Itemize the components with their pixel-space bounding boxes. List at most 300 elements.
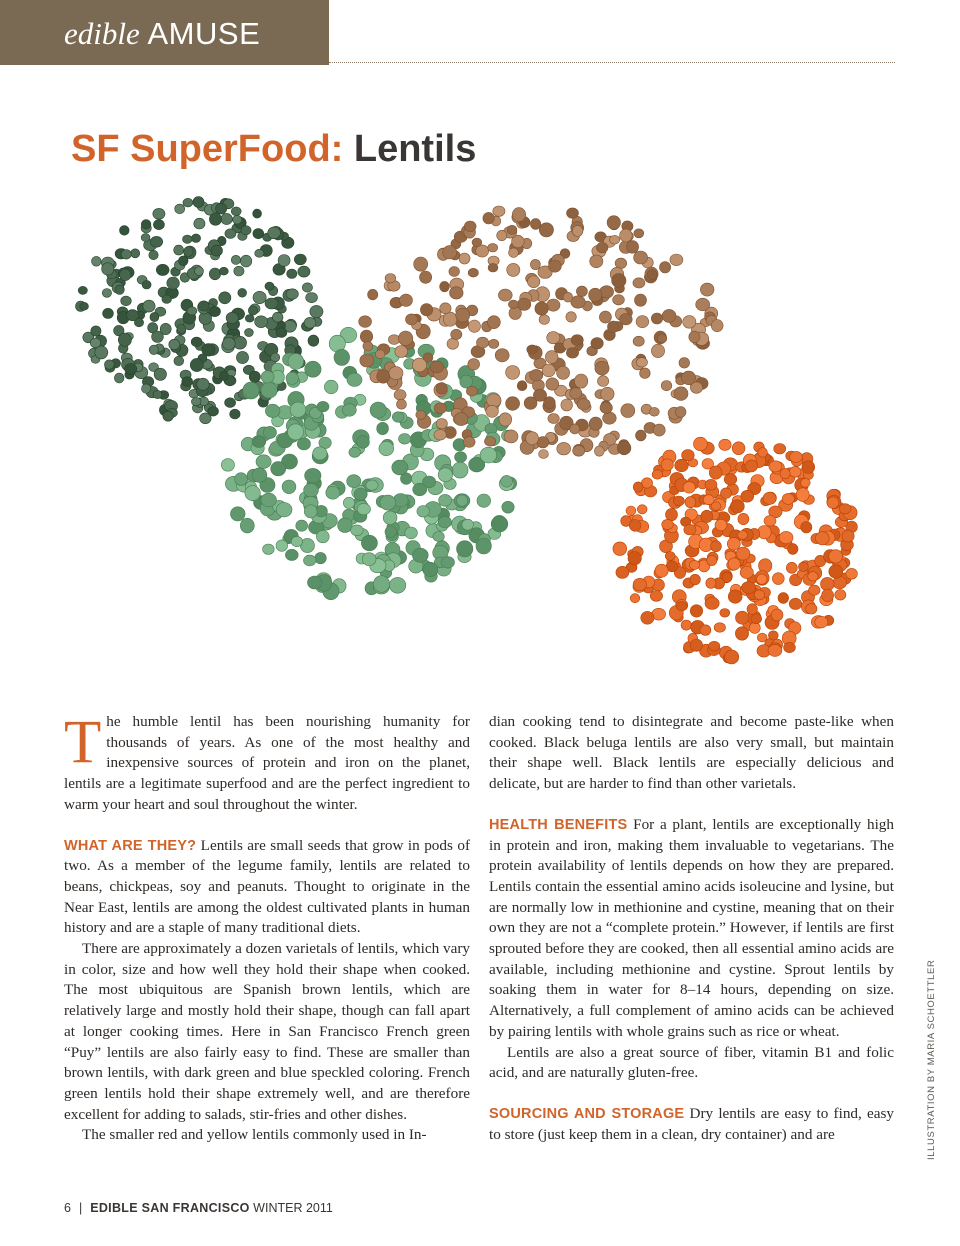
lentil <box>608 321 620 332</box>
lentil <box>297 438 310 450</box>
lentil <box>466 386 477 396</box>
lentil <box>413 483 427 496</box>
lentil <box>102 289 111 298</box>
lentil <box>535 302 548 315</box>
lentil <box>398 331 412 346</box>
lentil <box>616 566 629 578</box>
lentil <box>80 302 89 310</box>
lentil <box>298 266 310 277</box>
lentil <box>245 328 254 336</box>
health-paragraph <box>489 815 894 1043</box>
lentil <box>764 516 776 527</box>
lentil <box>769 461 782 472</box>
lentil <box>191 398 201 406</box>
lentil <box>512 208 525 222</box>
lentil <box>709 641 720 651</box>
lentil <box>468 268 478 277</box>
lentil <box>705 479 717 490</box>
lentil <box>406 314 418 325</box>
drop-cap: T <box>64 709 102 776</box>
lentil <box>245 315 254 323</box>
lentil <box>740 567 753 579</box>
lentil <box>304 317 316 328</box>
lentil <box>436 383 447 395</box>
lentil <box>736 611 749 624</box>
what-paragraph <box>64 836 470 940</box>
lentil <box>539 450 549 459</box>
lentil <box>633 278 645 288</box>
lentil <box>589 288 602 302</box>
lentil <box>715 519 727 530</box>
lentil <box>802 461 815 474</box>
lentil <box>417 506 430 518</box>
lentil <box>705 597 719 609</box>
lentil <box>276 503 292 517</box>
lentil <box>636 358 647 367</box>
lentil <box>694 437 708 451</box>
lentil <box>557 442 571 455</box>
lentil <box>598 376 609 387</box>
lentil <box>430 361 444 373</box>
lentil <box>635 294 647 306</box>
lentil <box>195 267 204 276</box>
lentil <box>216 203 227 214</box>
intro-text: he humble lentil has been nourishing humanity for thousands of years. As one of the most healthy and inexpensive sources of protein and iron on the planet, lentils are a legitimate superfood and are the perfect ingredient to warm your heart and soul throughout the winter. <box>64 713 470 813</box>
lentil <box>209 213 221 225</box>
lentil <box>462 519 473 530</box>
lentil <box>524 397 537 410</box>
lentil <box>571 335 583 346</box>
lentil <box>709 466 722 479</box>
lentil <box>440 281 450 291</box>
lentil <box>95 346 108 359</box>
page-footer <box>64 1201 333 1215</box>
lentil <box>489 339 499 348</box>
lentil <box>463 437 475 448</box>
lentil <box>456 308 470 322</box>
lentil <box>574 374 587 388</box>
lentil <box>730 500 744 513</box>
lentil <box>183 198 193 207</box>
lentil <box>150 312 159 321</box>
lentil <box>504 430 518 443</box>
lentil <box>236 351 248 363</box>
lentil <box>313 447 327 460</box>
lentil <box>276 328 287 338</box>
lentil <box>477 494 491 507</box>
lentil <box>433 532 444 542</box>
lentil <box>121 296 132 306</box>
lentil <box>438 468 452 482</box>
lentil <box>675 459 689 472</box>
lentil <box>786 562 797 573</box>
lentil <box>347 475 361 488</box>
lentil <box>362 553 376 566</box>
lentil <box>661 459 673 471</box>
lentil <box>120 269 131 281</box>
lentil <box>690 639 702 651</box>
lentil <box>596 242 608 252</box>
lentil <box>255 316 268 328</box>
lentil <box>373 576 389 593</box>
lentil <box>278 255 290 267</box>
lentil <box>613 542 627 556</box>
lentil <box>621 404 635 418</box>
lentil <box>220 371 229 381</box>
lentil <box>451 329 462 339</box>
lentil <box>443 246 457 259</box>
lentil <box>595 361 609 375</box>
lentil <box>377 370 390 383</box>
lentil <box>675 407 686 418</box>
lentil <box>727 538 740 550</box>
lentil <box>506 397 520 411</box>
lentil <box>152 331 164 342</box>
lentil <box>660 262 671 273</box>
lentil <box>507 225 517 234</box>
lentil <box>423 562 438 576</box>
lentil <box>356 436 369 449</box>
lentil <box>542 364 555 377</box>
lentil <box>665 552 675 561</box>
lentil <box>399 434 411 445</box>
lentil <box>815 616 828 628</box>
lentil <box>219 267 228 275</box>
lentil <box>377 422 389 434</box>
lentil <box>839 504 851 514</box>
lentil <box>156 264 169 275</box>
lentil <box>177 325 186 334</box>
lentil <box>517 298 530 310</box>
lentil <box>682 450 695 461</box>
lentil <box>657 334 667 343</box>
lentil <box>179 256 189 266</box>
lentil <box>288 353 304 369</box>
lentil <box>570 424 580 434</box>
lentil <box>499 413 512 426</box>
lentil <box>197 378 209 390</box>
pile-brown-lentils <box>359 206 723 459</box>
lentil <box>231 207 241 216</box>
lentil <box>517 381 527 391</box>
lentil <box>219 292 231 304</box>
lentil <box>316 530 329 542</box>
lentil <box>306 293 318 303</box>
lentil <box>682 371 696 385</box>
lentil <box>594 446 604 456</box>
lentil <box>457 495 468 506</box>
lentil <box>142 280 151 289</box>
lentil <box>749 622 760 633</box>
lentil <box>347 373 362 386</box>
lentil <box>354 488 367 500</box>
lentil <box>265 282 274 290</box>
lentil <box>238 288 247 297</box>
lentil <box>457 541 473 557</box>
lentil <box>464 221 476 232</box>
lentil <box>822 589 834 602</box>
lentil <box>389 367 403 380</box>
lentil <box>626 506 636 516</box>
lentil <box>286 289 298 299</box>
lentil <box>287 269 297 278</box>
lentil <box>282 480 296 494</box>
brand-section: AMUSE <box>147 16 261 51</box>
lentil <box>493 206 505 216</box>
lentil <box>169 339 180 350</box>
lentil <box>528 276 540 288</box>
lentil <box>308 335 319 346</box>
lentil <box>438 517 451 528</box>
lentil <box>359 316 372 328</box>
lentil <box>102 263 114 275</box>
lentil <box>153 208 165 219</box>
lentil <box>615 258 627 268</box>
lentil <box>225 229 236 239</box>
lentil <box>683 482 695 493</box>
lentil <box>600 402 612 413</box>
lentil <box>240 255 251 267</box>
lentil <box>662 519 674 529</box>
lentil <box>690 574 701 585</box>
lentil <box>226 312 238 323</box>
lentil <box>240 518 254 533</box>
lentil <box>561 399 573 411</box>
lentil <box>268 227 281 239</box>
lentil <box>265 298 278 309</box>
lentil <box>455 452 467 463</box>
lentil <box>784 642 796 652</box>
lentil <box>184 247 194 257</box>
lentil <box>495 349 509 362</box>
lentil <box>392 412 404 422</box>
header-dotted-rule <box>329 62 895 63</box>
varietals-paragraph: There are approximately a dozen varietals of lentils, which vary in color, size and how well they hold their shape when cooked. The most ubiquitous are Spanish brown lentils, which are relatively large and mostly hold their shape, though can fall apart at longer cooking times. Here in San Francisco French green “Puy” lentils are also fairly easy to find. These are smaller than brown lentils, with dark green and blue speckled coloring. French green lentils hold their shape extremely well, and are therefore excellent for adding to salads, stir-fries and other dishes. <box>64 940 470 1123</box>
lentil <box>198 301 209 311</box>
lentil <box>385 274 396 283</box>
lentil <box>509 248 519 258</box>
lentil <box>291 536 302 546</box>
lentil <box>143 300 155 312</box>
lentil <box>248 306 257 315</box>
lentil <box>349 447 361 457</box>
lentil <box>768 645 782 657</box>
health-heading: HEALTH BENEFITS <box>489 816 628 833</box>
brand-script: edible <box>64 16 140 51</box>
lentil <box>363 341 373 351</box>
lentil <box>591 338 603 350</box>
lentil <box>527 345 538 354</box>
lentil <box>412 358 426 372</box>
lentil <box>447 338 459 349</box>
lentil <box>683 316 696 329</box>
lentil <box>741 490 754 502</box>
lentil <box>636 316 649 328</box>
lentil <box>388 335 399 345</box>
page-number: 6 <box>64 1201 71 1215</box>
lentil <box>724 650 738 664</box>
lentils-illustration <box>60 195 900 675</box>
lentil <box>700 283 714 296</box>
lentil <box>360 330 372 343</box>
lentil <box>738 531 748 540</box>
lentil <box>261 371 274 383</box>
lentil <box>613 295 625 305</box>
lentil <box>400 294 413 306</box>
lentil <box>334 349 350 365</box>
lentil <box>342 404 356 417</box>
lentil <box>253 291 266 303</box>
lentil <box>610 235 620 244</box>
lentil <box>142 384 151 393</box>
lentil <box>780 469 790 479</box>
lentil <box>768 631 778 640</box>
lentil <box>547 299 560 311</box>
lentil <box>263 544 275 554</box>
lentil <box>570 388 582 399</box>
lentil <box>796 488 809 502</box>
lentil <box>628 552 641 565</box>
lentil <box>385 526 397 538</box>
lentil <box>789 598 802 609</box>
lentil <box>294 254 306 265</box>
lentil <box>305 468 321 482</box>
lentil <box>308 576 322 589</box>
lentil <box>640 368 651 379</box>
lentil <box>361 535 377 551</box>
lentil <box>720 609 730 618</box>
intro-paragraph <box>64 709 470 816</box>
lentil <box>572 226 583 237</box>
lentil <box>603 412 617 424</box>
lentil <box>798 562 808 571</box>
lentil <box>380 495 396 510</box>
lentil <box>612 274 626 288</box>
lentil <box>573 445 585 456</box>
lentil <box>651 344 664 357</box>
lentil <box>191 337 202 347</box>
lentil <box>742 582 756 594</box>
lentil <box>809 585 820 595</box>
lentil <box>589 417 602 430</box>
lentil <box>187 307 197 315</box>
lentil <box>724 474 737 485</box>
lentil <box>104 360 114 369</box>
lentil <box>801 478 811 487</box>
lentil <box>679 358 690 369</box>
lentil <box>315 552 327 563</box>
lentil <box>394 390 406 401</box>
lentil <box>174 245 184 255</box>
lentil <box>416 410 426 419</box>
lentil <box>590 255 603 268</box>
lentil <box>649 407 659 416</box>
lentil <box>167 277 180 289</box>
lentil <box>434 403 446 414</box>
lentil <box>827 497 839 508</box>
lentil <box>577 399 590 410</box>
lentil <box>508 300 518 309</box>
lentil <box>763 492 776 504</box>
lentil <box>782 493 794 504</box>
lentil <box>779 531 793 543</box>
lentil <box>392 460 408 475</box>
lentil <box>150 236 162 247</box>
lentil <box>530 259 540 269</box>
lentil <box>305 361 321 377</box>
lentil <box>728 590 742 603</box>
lentil <box>252 468 267 483</box>
lentil <box>563 292 573 302</box>
lentil <box>681 620 691 630</box>
lentil <box>115 285 124 295</box>
lentil <box>153 220 164 230</box>
lentil <box>127 310 139 321</box>
lentil <box>721 488 732 499</box>
lentil <box>405 527 418 539</box>
lentil <box>650 591 662 602</box>
lentil <box>488 263 498 272</box>
lentil <box>634 251 648 264</box>
lentil <box>468 359 480 370</box>
lentil <box>162 295 172 303</box>
lentil <box>243 382 259 398</box>
lentil <box>676 601 687 610</box>
lentil <box>235 473 248 486</box>
lentil <box>655 564 668 577</box>
sourcing-paragraph <box>489 1104 894 1145</box>
lentil <box>732 442 745 455</box>
lentil <box>506 366 520 380</box>
lentil <box>153 390 162 398</box>
lentil <box>842 530 854 542</box>
lentil <box>141 220 151 230</box>
lentil <box>221 213 233 224</box>
lentil <box>487 394 501 407</box>
lentil <box>389 577 405 593</box>
lentil <box>549 260 562 272</box>
lentil <box>545 351 558 364</box>
lentil <box>231 507 246 521</box>
lentil <box>261 382 277 398</box>
lentil <box>149 250 158 259</box>
lentil <box>711 320 723 332</box>
lentil <box>476 538 491 554</box>
lentil <box>719 439 731 450</box>
lentil <box>808 572 818 581</box>
lentil <box>789 467 801 478</box>
lentil <box>617 441 631 455</box>
lentil <box>368 289 378 300</box>
lentil <box>488 243 498 252</box>
illustration-credit: ILLUSTRATION BY MARIA SCHOETTLER <box>926 959 937 1160</box>
lentil <box>452 462 468 478</box>
lentil <box>443 312 457 326</box>
lentil <box>383 511 397 525</box>
lentil <box>501 475 513 487</box>
lentil <box>757 574 768 584</box>
lentil <box>735 627 748 640</box>
lentil <box>502 501 514 513</box>
lentil <box>230 409 240 419</box>
lentil <box>286 372 298 384</box>
article-column-right <box>489 712 894 1145</box>
lentil <box>397 399 407 409</box>
lentil <box>118 333 131 346</box>
lentil <box>567 208 579 218</box>
lentil <box>241 226 251 235</box>
lentil <box>539 223 553 237</box>
